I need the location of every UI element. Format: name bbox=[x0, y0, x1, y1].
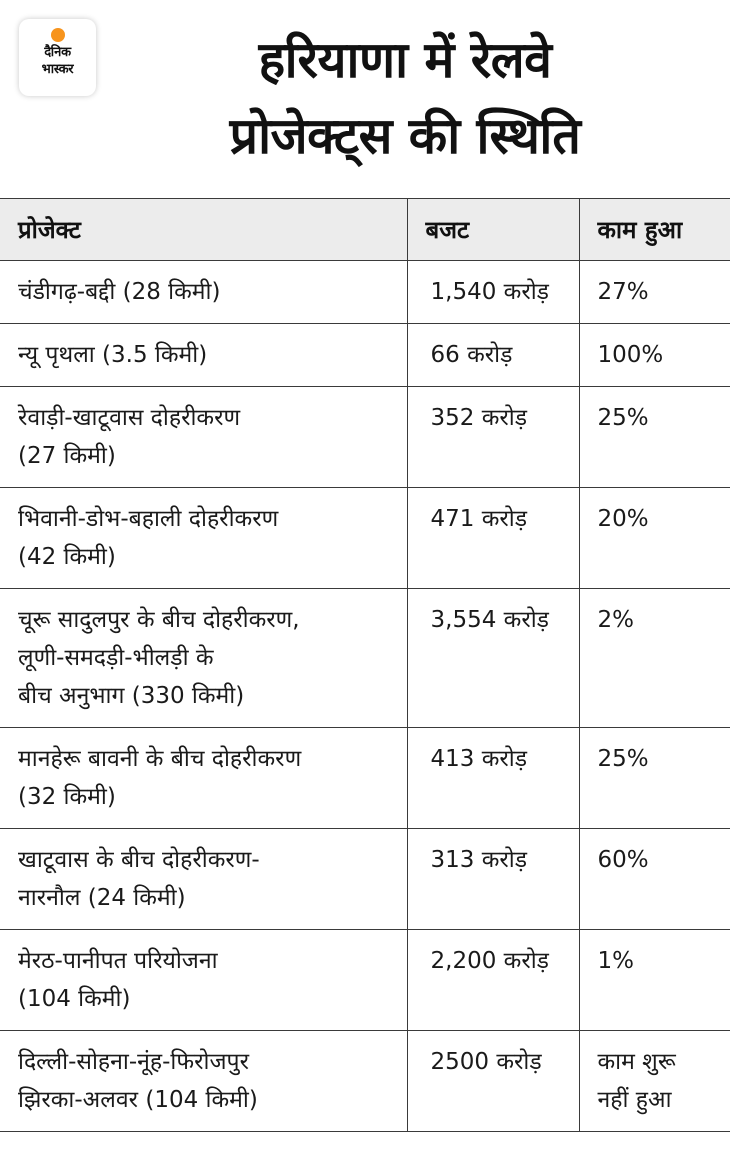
progress-value-line: 100% bbox=[597, 342, 664, 368]
progress-cell bbox=[579, 488, 730, 589]
table-row bbox=[0, 728, 730, 829]
projects-table bbox=[0, 198, 730, 1132]
title-line-1: हरियाणा में रेलवे bbox=[258, 31, 552, 89]
header-row bbox=[0, 199, 730, 261]
project-name-line: बीच अनुभाग (330 किमी) bbox=[18, 683, 245, 709]
progress-cell bbox=[579, 387, 730, 488]
project-name-line: मानहेरू बावनी के बीच दोहरीकरण bbox=[18, 746, 302, 772]
budget-cell: 471 करोड़ bbox=[407, 488, 579, 589]
project-name-line: झिरका-अलवर (104 किमी) bbox=[18, 1087, 258, 1113]
table-row bbox=[0, 387, 730, 488]
progress-cell bbox=[579, 930, 730, 1031]
progress-cell bbox=[579, 589, 730, 728]
project-cell bbox=[0, 324, 407, 387]
table-row bbox=[0, 488, 730, 589]
progress-value-line: नहीं हुआ bbox=[597, 1087, 672, 1113]
project-cell bbox=[0, 488, 407, 589]
table-row bbox=[0, 589, 730, 728]
project-cell bbox=[0, 930, 407, 1031]
logo-text-line2: भास्कर bbox=[41, 62, 74, 77]
progress-cell bbox=[579, 324, 730, 387]
table-row bbox=[0, 261, 730, 324]
header-budget: बजट bbox=[407, 199, 579, 261]
progress-value-line: 25% bbox=[597, 405, 649, 431]
project-name-line: दिल्ली-सोहना-नूंह-फिरोजपुर bbox=[18, 1049, 250, 1075]
project-name-line: (27 किमी) bbox=[18, 443, 116, 469]
header bbox=[0, 0, 730, 198]
progress-value-line: 20% bbox=[597, 506, 649, 532]
project-name-line: मेरठ-पानीपत परियोजना bbox=[18, 948, 218, 974]
project-cell bbox=[0, 261, 407, 324]
project-cell bbox=[0, 1031, 407, 1132]
table-header bbox=[0, 199, 730, 261]
progress-value-line: काम शुरू bbox=[597, 1049, 676, 1075]
project-name-line: लूणी-समदड़ी-भीलड़ी के bbox=[18, 645, 214, 671]
project-name-line: नारनौल (24 किमी) bbox=[18, 885, 186, 911]
budget-cell: 313 करोड़ bbox=[407, 829, 579, 930]
budget-cell: 2500 करोड़ bbox=[407, 1031, 579, 1132]
project-cell bbox=[0, 589, 407, 728]
dainik-bhaskar-logo[interactable] bbox=[19, 19, 96, 96]
header-progress: काम हुआ bbox=[579, 199, 730, 261]
page-title bbox=[110, 22, 700, 174]
table-row bbox=[0, 1031, 730, 1132]
project-name-line: (32 किमी) bbox=[18, 784, 116, 810]
progress-value-line: 25% bbox=[597, 746, 649, 772]
budget-cell: 3,554 करोड़ bbox=[407, 589, 579, 728]
project-name-line: चूरू सादुलपुर के बीच दोहरीकरण, bbox=[18, 607, 300, 633]
project-cell bbox=[0, 728, 407, 829]
table-row bbox=[0, 930, 730, 1031]
progress-value-line: 1% bbox=[597, 948, 634, 974]
progress-cell bbox=[579, 261, 730, 324]
progress-value-line: 60% bbox=[597, 847, 649, 873]
project-cell bbox=[0, 387, 407, 488]
project-name-line: रेवाड़ी-खाटूवास दोहरीकरण bbox=[18, 405, 241, 431]
title-line-2: प्रोजेक्ट्स की स्थिति bbox=[229, 107, 581, 165]
project-name-line: (104 किमी) bbox=[18, 986, 131, 1012]
progress-cell bbox=[579, 829, 730, 930]
progress-cell bbox=[579, 728, 730, 829]
budget-cell: 2,200 करोड़ bbox=[407, 930, 579, 1031]
progress-value-line: 27% bbox=[597, 279, 649, 305]
table-row bbox=[0, 324, 730, 387]
logo-text-line1: दैनिक bbox=[44, 45, 71, 60]
project-name-line: न्यू पृथला (3.5 किमी) bbox=[18, 342, 208, 368]
table-row bbox=[0, 829, 730, 930]
header-project: प्रोजेक्ट bbox=[0, 199, 407, 261]
project-name-line: चंडीगढ़-बद्दी (28 किमी) bbox=[18, 279, 221, 305]
sun-icon bbox=[51, 28, 65, 42]
project-cell bbox=[0, 829, 407, 930]
progress-value-line: 2% bbox=[597, 607, 634, 633]
table-body bbox=[0, 261, 730, 1132]
budget-cell: 352 करोड़ bbox=[407, 387, 579, 488]
budget-cell: 1,540 करोड़ bbox=[407, 261, 579, 324]
budget-cell: 66 करोड़ bbox=[407, 324, 579, 387]
project-name-line: (42 किमी) bbox=[18, 544, 116, 570]
progress-cell bbox=[579, 1031, 730, 1132]
project-name-line: खाटूवास के बीच दोहरीकरण- bbox=[18, 847, 260, 873]
project-name-line: भिवानी-डोभ-बहाली दोहरीकरण bbox=[18, 506, 279, 532]
budget-cell: 413 करोड़ bbox=[407, 728, 579, 829]
